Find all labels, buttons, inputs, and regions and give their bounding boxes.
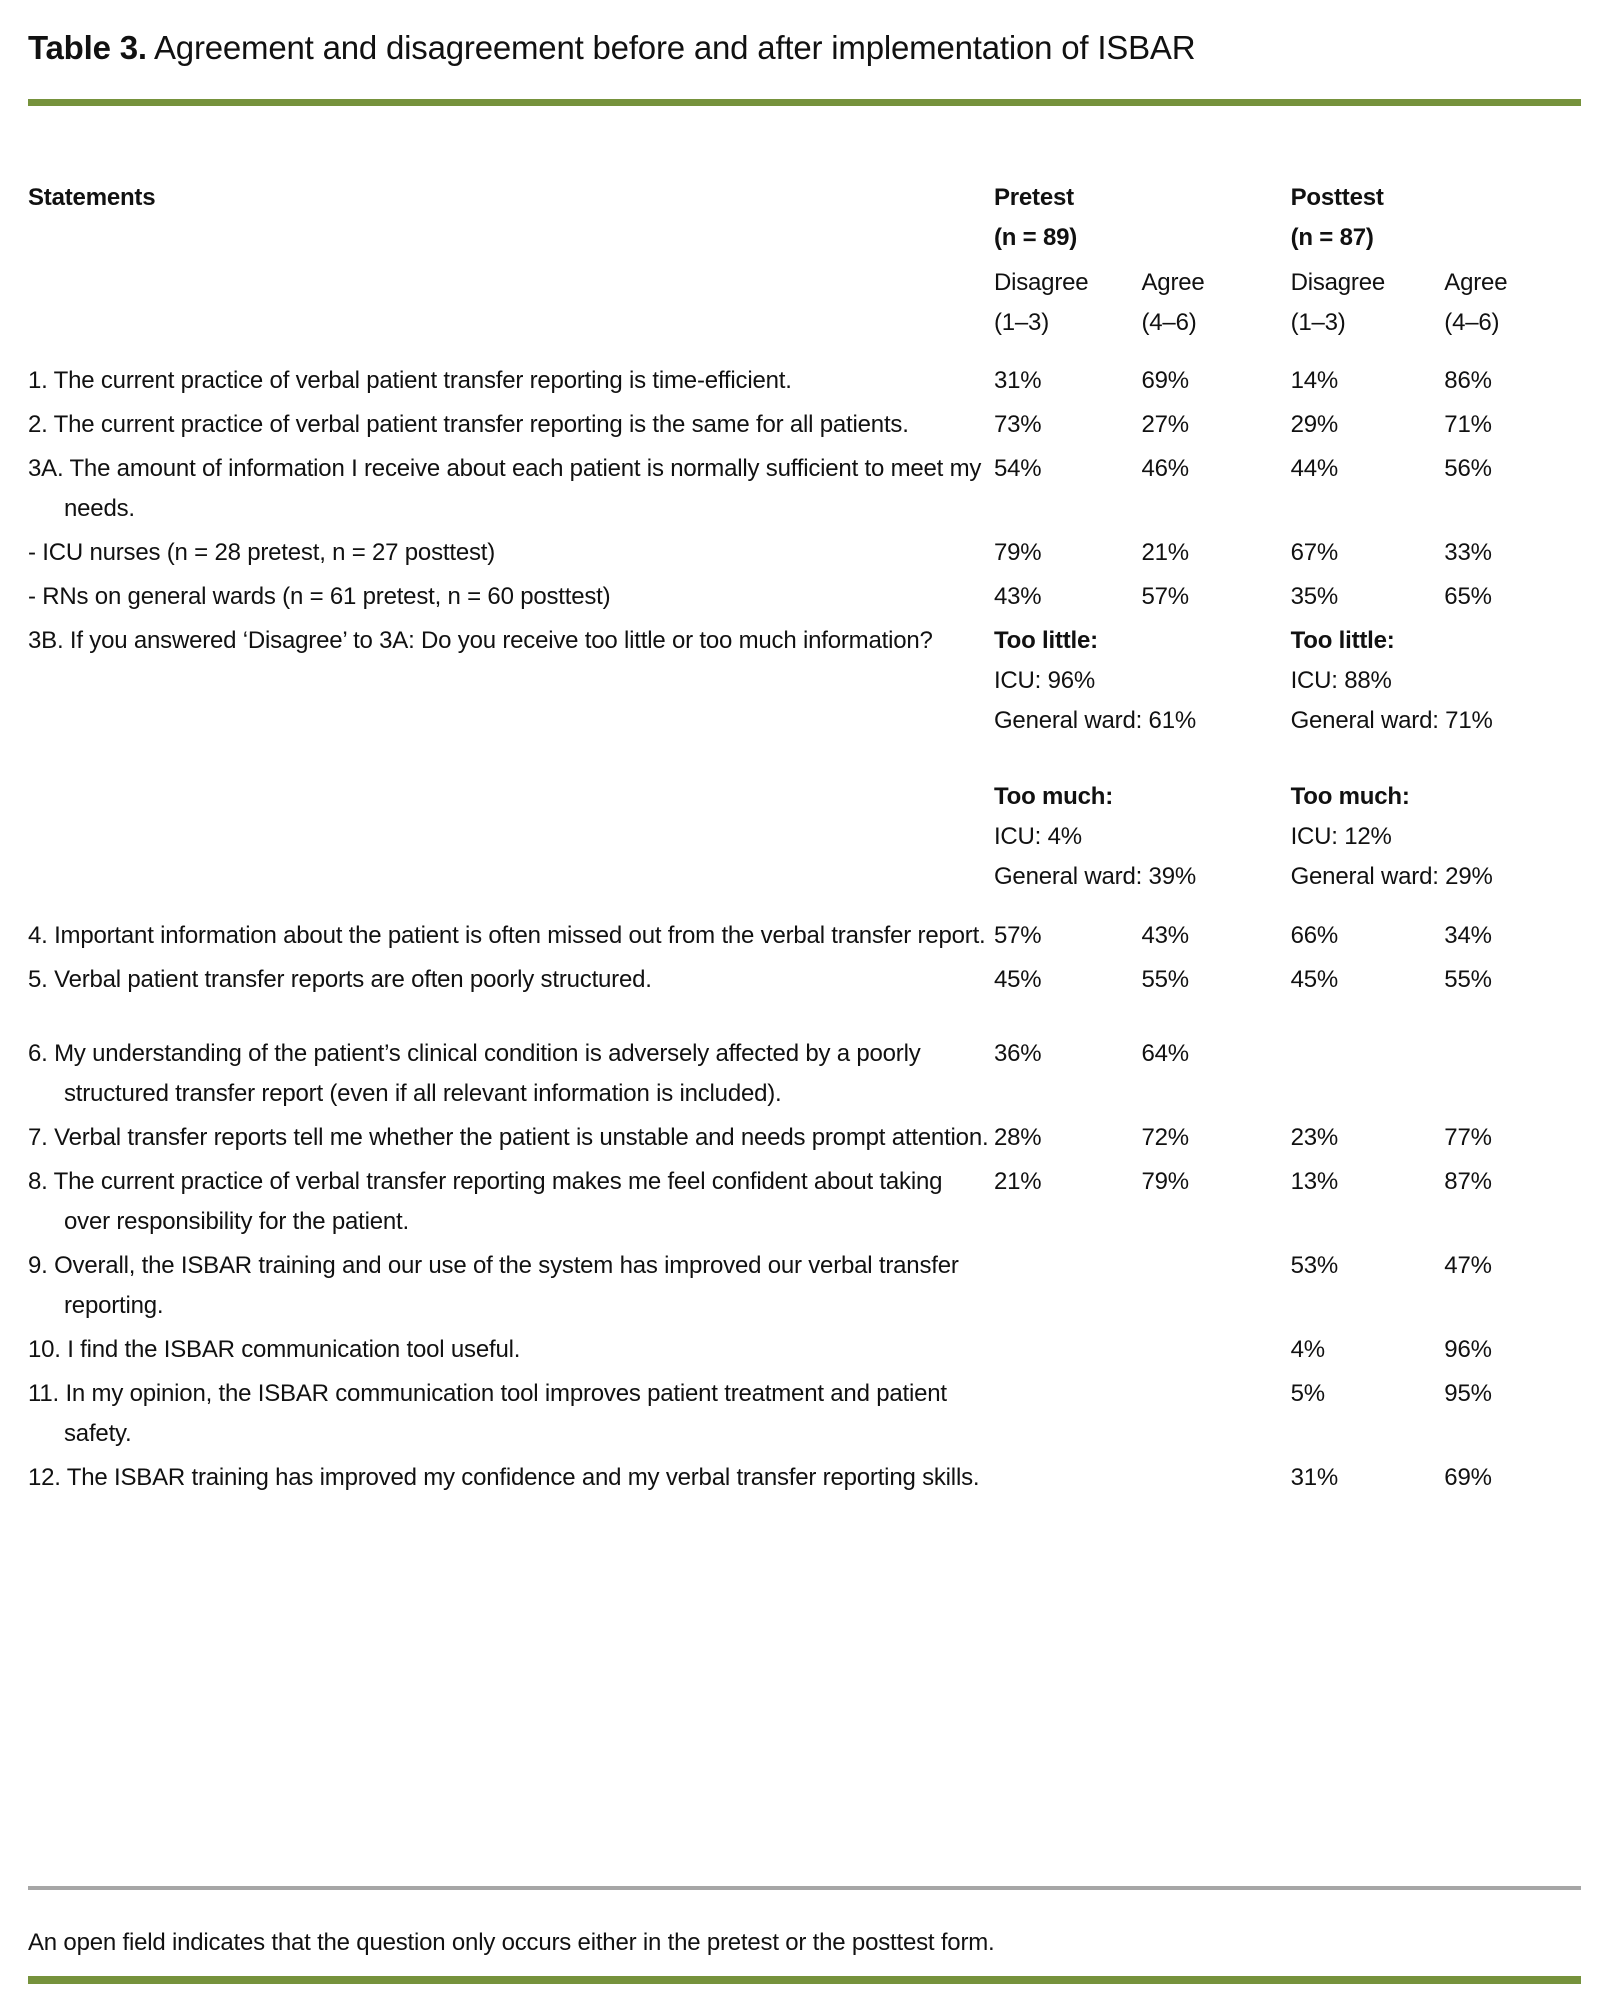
table-title (28, 28, 1581, 68)
pretest-agree-cell: 64% (1141, 1040, 1189, 1067)
agree-label: Agree (1444, 269, 1508, 296)
posttest-agree-cell: 96% (1444, 1336, 1492, 1363)
posttest-agree-cell: 86% (1444, 367, 1492, 394)
pretest-disagree-cell: 79% (993, 539, 1042, 566)
table-row (28, 1372, 1581, 1456)
agree-range: (4–6) (1444, 309, 1500, 336)
group-header-row (28, 106, 1581, 260)
pretest-disagree-cell: 73% (993, 411, 1042, 438)
pretest-disagree-cell: 57% (993, 922, 1042, 949)
statement-cell: 12. The ISBAR training has improved my confidence and my verbal transfer reporting skills. (28, 1464, 980, 1491)
disagree-label: Disagree (993, 269, 1089, 296)
posttest-agree-cell: 47% (1444, 1252, 1492, 1279)
pretest-disagree-cell: 54% (993, 455, 1042, 482)
posttest-disagree-cell: 35% (1290, 583, 1338, 610)
statement-cell: 1. The current practice of verbal patient transfer reporting is time-efficient. (28, 367, 792, 394)
pretest-agree-cell: 46% (1141, 455, 1189, 482)
posttest-agree-cell: 69% (1444, 1464, 1492, 1491)
posttest-agree-cell: 34% (1444, 922, 1492, 949)
table-row (28, 447, 1581, 531)
pretest-agree-cell (1141, 1372, 1290, 1456)
posttest-disagree-cell: 44% (1290, 455, 1338, 482)
too-much-icu: ICU: 12% (1290, 823, 1392, 850)
statement-cell: 6. My understanding of the patient’s clinical condition is adversely affected by a poorly structured transfer report (even if all relevant information is included). (28, 1040, 921, 1107)
posttest-group-header (1291, 106, 1581, 260)
pretest-agree-cell (1141, 1244, 1290, 1328)
top-green-rule (28, 99, 1581, 106)
too-little-icu: ICU: 88% (1290, 667, 1392, 694)
table-footer (28, 1886, 1581, 1984)
table-row (28, 1002, 1581, 1116)
pretest-disagree-cell: 45% (993, 966, 1042, 993)
block-gap (994, 741, 1287, 777)
posttest-disagree-cell: 45% (1290, 966, 1338, 993)
posttest-label: Posttest (1290, 184, 1384, 211)
pretest-disagree-header (994, 260, 1142, 343)
subheader-empty (28, 260, 994, 343)
posttest-disagree-cell: 14% (1290, 367, 1338, 394)
table-body (28, 343, 1581, 1500)
table-row (28, 1244, 1581, 1328)
pretest-disagree-cell (994, 1244, 1142, 1328)
pretest-agree-cell: 57% (1141, 583, 1189, 610)
pretest-disagree-cell: 28% (993, 1124, 1042, 1151)
bottom-green-rule (28, 1976, 1581, 1984)
table-row (28, 1328, 1581, 1372)
pretest-3b-cell (994, 619, 1291, 899)
table-title-text: Agreement and disagreement before and after implementation of ISBAR (146, 29, 1196, 66)
pretest-disagree-cell: 36% (993, 1040, 1042, 1067)
posttest-3b-cell (1291, 619, 1581, 899)
pretest-disagree-cell: 21% (993, 1168, 1042, 1195)
table-row (28, 899, 1581, 958)
posttest-disagree-cell (1291, 1002, 1445, 1116)
posttest-agree-cell: 95% (1444, 1380, 1492, 1407)
pretest-agree-header (1141, 260, 1290, 343)
posttest-disagree-cell: 13% (1290, 1168, 1338, 1195)
posttest-agree-cell: 87% (1444, 1168, 1492, 1195)
pretest-disagree-cell (994, 1328, 1142, 1372)
posttest-agree-header (1444, 260, 1581, 343)
posttest-agree-cell: 33% (1444, 539, 1492, 566)
posttest-disagree-cell: 5% (1290, 1380, 1325, 1407)
posttest-disagree-cell: 4% (1290, 1336, 1325, 1363)
table-row (28, 958, 1581, 1002)
statement-cell: 5. Verbal patient transfer reports are often poorly structured. (28, 966, 652, 993)
statement-cell: 3B. If you answered ‘Disagree’ to 3A: Do you receive too little or too much information? (28, 627, 933, 654)
table-title-label: Table 3. (28, 29, 147, 66)
posttest-n: (n = 87) (1290, 224, 1374, 251)
posttest-disagree-cell: 31% (1290, 1464, 1338, 1491)
table-row (28, 1160, 1581, 1244)
pretest-agree-cell: 55% (1141, 966, 1189, 993)
posttest-disagree-cell: 23% (1290, 1124, 1338, 1151)
too-little-ward: General ward: 71% (1290, 707, 1493, 734)
pretest-n: (n = 89) (993, 224, 1078, 251)
pretest-disagree-cell (994, 1456, 1142, 1500)
statement-cell: - ICU nurses (n = 28 pretest, n = 27 posttest) (28, 539, 496, 566)
too-little-ward: General ward: 61% (993, 707, 1196, 734)
disagree-range: (1–3) (1290, 309, 1346, 336)
statement-cell: 4. Important information about the patient is often missed out from the verbal transfer report. (28, 922, 986, 949)
footnote-text: An open field indicates that the question only occurs either in the pretest or the posttest form. (28, 1929, 995, 1956)
pretest-label: Pretest (993, 184, 1074, 211)
too-little-label: Too little: (993, 627, 1098, 654)
statements-header: Statements (28, 184, 156, 211)
too-much-ward: General ward: 29% (1290, 863, 1493, 890)
disagree-label: Disagree (1290, 269, 1386, 296)
table-row (28, 403, 1581, 447)
results-table (28, 106, 1581, 1500)
pretest-group-header (994, 106, 1291, 260)
subheader-row (28, 260, 1581, 343)
pretest-disagree-cell: 43% (993, 583, 1042, 610)
too-little-label: Too little: (1290, 627, 1395, 654)
posttest-agree-cell: 56% (1444, 455, 1492, 482)
posttest-agree-cell: 55% (1444, 966, 1492, 993)
statement-cell: 7. Verbal transfer reports tell me whether the patient is unstable and needs prompt attention. (28, 1124, 989, 1151)
statement-cell: 11. In my opinion, the ISBAR communication tool improves patient treatment and patient safety. (28, 1380, 947, 1447)
pretest-disagree-cell (994, 1372, 1142, 1456)
agree-range: (4–6) (1141, 309, 1197, 336)
block-gap (1291, 741, 1577, 777)
too-much-icu: ICU: 4% (993, 823, 1082, 850)
statement-cell: 10. I find the ISBAR communication tool useful. (28, 1336, 521, 1363)
table-row-3b (28, 619, 1581, 899)
pretest-agree-cell: 27% (1141, 411, 1189, 438)
table-row (28, 1456, 1581, 1500)
table-row (28, 1116, 1581, 1160)
pretest-agree-cell (1141, 1456, 1290, 1500)
pretest-agree-cell: 79% (1141, 1168, 1189, 1195)
disagree-range: (1–3) (993, 309, 1049, 336)
statement-cell: 9. Overall, the ISBAR training and our use of the system has improved our verbal transfer reporting. (28, 1252, 959, 1319)
statement-cell: 8. The current practice of verbal transfer reporting makes me feel confident about taking over responsibility for the patient. (28, 1168, 943, 1235)
posttest-agree-cell: 77% (1444, 1124, 1492, 1151)
table-header (28, 106, 1581, 343)
posttest-disagree-cell: 29% (1290, 411, 1338, 438)
pretest-agree-cell: 69% (1141, 367, 1189, 394)
table-row (28, 343, 1581, 403)
posttest-agree-cell: 65% (1444, 583, 1492, 610)
posttest-disagree-cell: 67% (1290, 539, 1338, 566)
too-much-label: Too much: (993, 783, 1114, 810)
footer-gray-rule (28, 1886, 1581, 1890)
statement-cell: 3A. The amount of information I receive about each patient is normally sufficient to meet my needs. (28, 455, 982, 522)
table-row (28, 575, 1581, 619)
agree-label: Agree (1141, 269, 1205, 296)
table-row (28, 531, 1581, 575)
pretest-agree-cell: 21% (1141, 539, 1189, 566)
posttest-agree-cell: 71% (1444, 411, 1492, 438)
posttest-disagree-cell: 53% (1290, 1252, 1338, 1279)
posttest-disagree-cell: 66% (1290, 922, 1338, 949)
statement-cell: 2. The current practice of verbal patient transfer reporting is the same for all patients. (28, 411, 909, 438)
content (0, 28, 1597, 1500)
pretest-agree-cell: 43% (1141, 922, 1189, 949)
pretest-agree-cell: 72% (1141, 1124, 1189, 1151)
too-little-icu: ICU: 96% (993, 667, 1096, 694)
pretest-agree-cell (1141, 1328, 1290, 1372)
pretest-disagree-cell: 31% (993, 367, 1042, 394)
too-much-ward: General ward: 39% (993, 863, 1196, 890)
posttest-disagree-header (1291, 260, 1445, 343)
posttest-agree-cell (1444, 1002, 1581, 1116)
too-much-label: Too much: (1290, 783, 1410, 810)
statement-cell: - RNs on general wards (n = 61 pretest, n = 60 posttest) (28, 583, 611, 610)
